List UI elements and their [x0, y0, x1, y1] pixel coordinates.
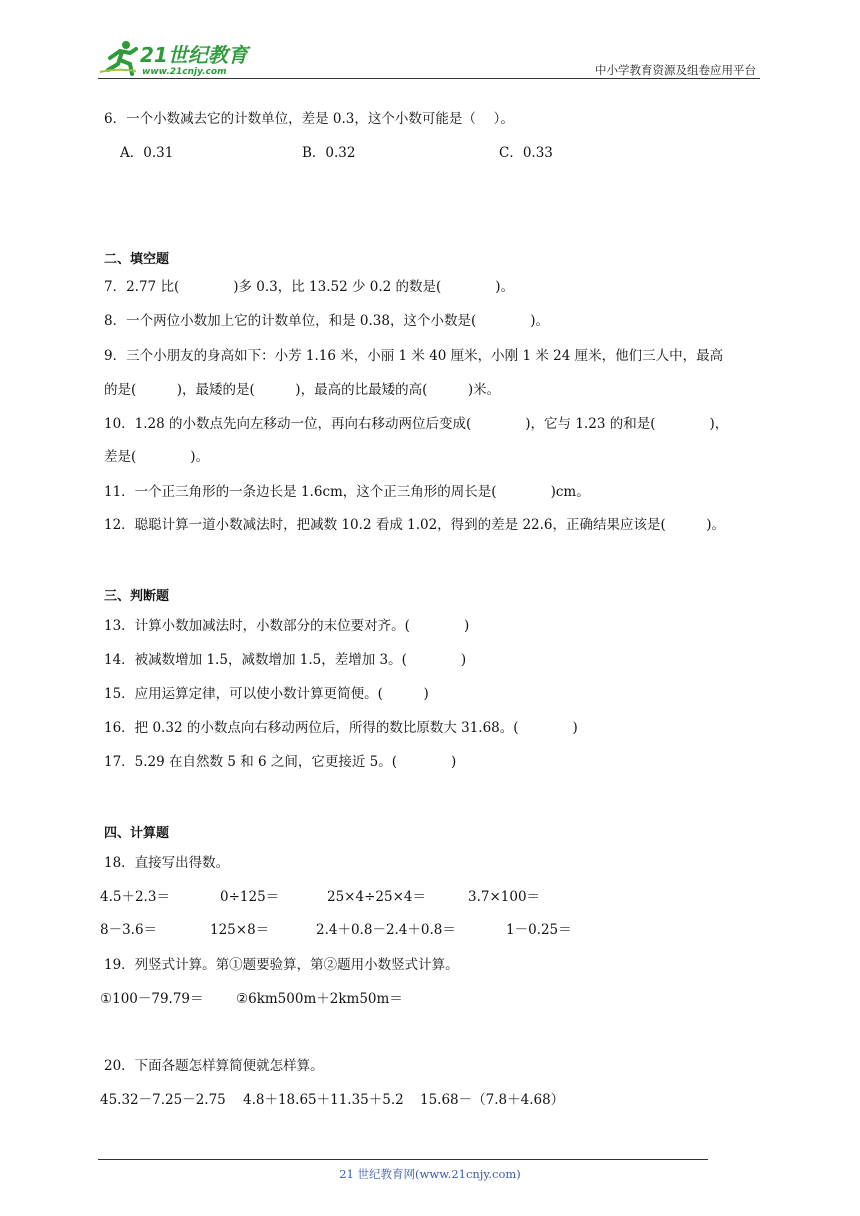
section-calculation-title: 四、计算题 — [104, 826, 170, 841]
question-9-line-1: 9．三个小朋友的身高如下：小芳 1.16 米，小丽 1 米 40 厘米，小刚 1 米 24 厘米，他们三人中，最高 — [104, 348, 724, 364]
question-10-line-2: 差是( )。 — [104, 449, 210, 465]
q20-expression: 4.8＋18.65＋11.35＋5.2 — [243, 1092, 404, 1108]
question-7: 7．2.77 比( )多 0.3，比 13.52 少 0.2 的数是( )。 — [104, 279, 515, 295]
question-16: 16．把 0.32 的小数点向右移动两位后，所得的数比原数大 31.68。( ) — [104, 720, 578, 736]
q18-expression: 1－0.25＝ — [506, 922, 572, 938]
site-logo — [96, 38, 266, 78]
question-6-option-c: C．0.33 — [499, 145, 553, 161]
q18-expression: 3.7×100＝ — [468, 889, 541, 905]
question-18: 18．直接写出得数。 — [104, 855, 230, 871]
q20-expression: 45.32－7.25－2.75 — [100, 1092, 226, 1108]
svg-text:www.21cnjy.com: www.21cnjy.com — [142, 67, 227, 77]
question-12: 12．聪聪计算一道小数减法时，把减数 10.2 看成 1.02，得到的差是 22.6，正确结果应该是( )。 — [104, 517, 726, 533]
section-fill-in-title: 二、填空题 — [104, 252, 170, 267]
q18-expression: 8－3.6＝ — [100, 922, 158, 938]
question-19: 19．列竖式计算。第①题要验算，第②题用小数竖式计算。 — [104, 957, 459, 973]
footer-divider — [98, 1159, 708, 1160]
question-9-line-2: 的是( )，最矮的是( )，最高的比最矮的高( )米。 — [104, 382, 501, 398]
question-20: 20．下面各题怎样算简便就怎样算。 — [104, 1058, 324, 1074]
q19-expression: ②6km500m＋2km50m＝ — [236, 991, 403, 1007]
section-judgment-title: 三、判断题 — [104, 589, 170, 604]
question-10-line-1: 10．1.28 的小数点先向左移动一位，再向右移动两位后变成( )，它与 1.23 的和是( )， — [104, 416, 729, 432]
runner-logo-icon — [96, 38, 266, 78]
question-14: 14．被减数增加 1.5，减数增加 1.5，差增加 3。( ) — [104, 652, 467, 668]
footer-text: 21 世纪教育网(www.21cnjy.com) — [339, 1167, 521, 1181]
question-6: 6．一个小数减去它的计数单位，差是 0.3，这个小数可能是（ ）。 — [104, 111, 514, 127]
q18-expression: 25×4÷25×4＝ — [327, 889, 426, 905]
header-divider — [98, 78, 760, 79]
q18-expression: 2.4＋0.8－2.4＋0.8＝ — [316, 922, 456, 938]
platform-name: 中小学教育资源及组卷应用平台 — [595, 63, 756, 77]
q18-expression: 125×8＝ — [210, 922, 270, 938]
q19-expression: ①100－79.79＝ — [100, 991, 204, 1007]
question-11: 11．一个正三角形的一条边长是 1.6cm，这个正三角形的周长是( )cm。 — [104, 484, 590, 500]
question-15: 15．应用运算定律，可以使小数计算更简便。( ) — [104, 686, 429, 702]
svg-text:21世纪教育: 21世纪教育 — [140, 43, 248, 67]
q18-expression: 4.5＋2.3＝ — [100, 889, 170, 905]
question-8: 8．一个两位小数加上它的计数单位，和是 0.38，这个小数是( )。 — [104, 313, 549, 329]
question-6-option-b: B．0.32 — [302, 145, 356, 161]
question-13: 13．计算小数加减法时，小数部分的末位要对齐。( ) — [104, 618, 470, 634]
question-17: 17．5.29 在自然数 5 和 6 之间，它更接近 5。( ) — [104, 754, 457, 770]
q18-expression: 0÷125＝ — [220, 889, 280, 905]
question-6-option-a: A．0.31 — [120, 145, 174, 161]
q20-expression: 15.68－（7.8＋4.68） — [420, 1092, 565, 1108]
